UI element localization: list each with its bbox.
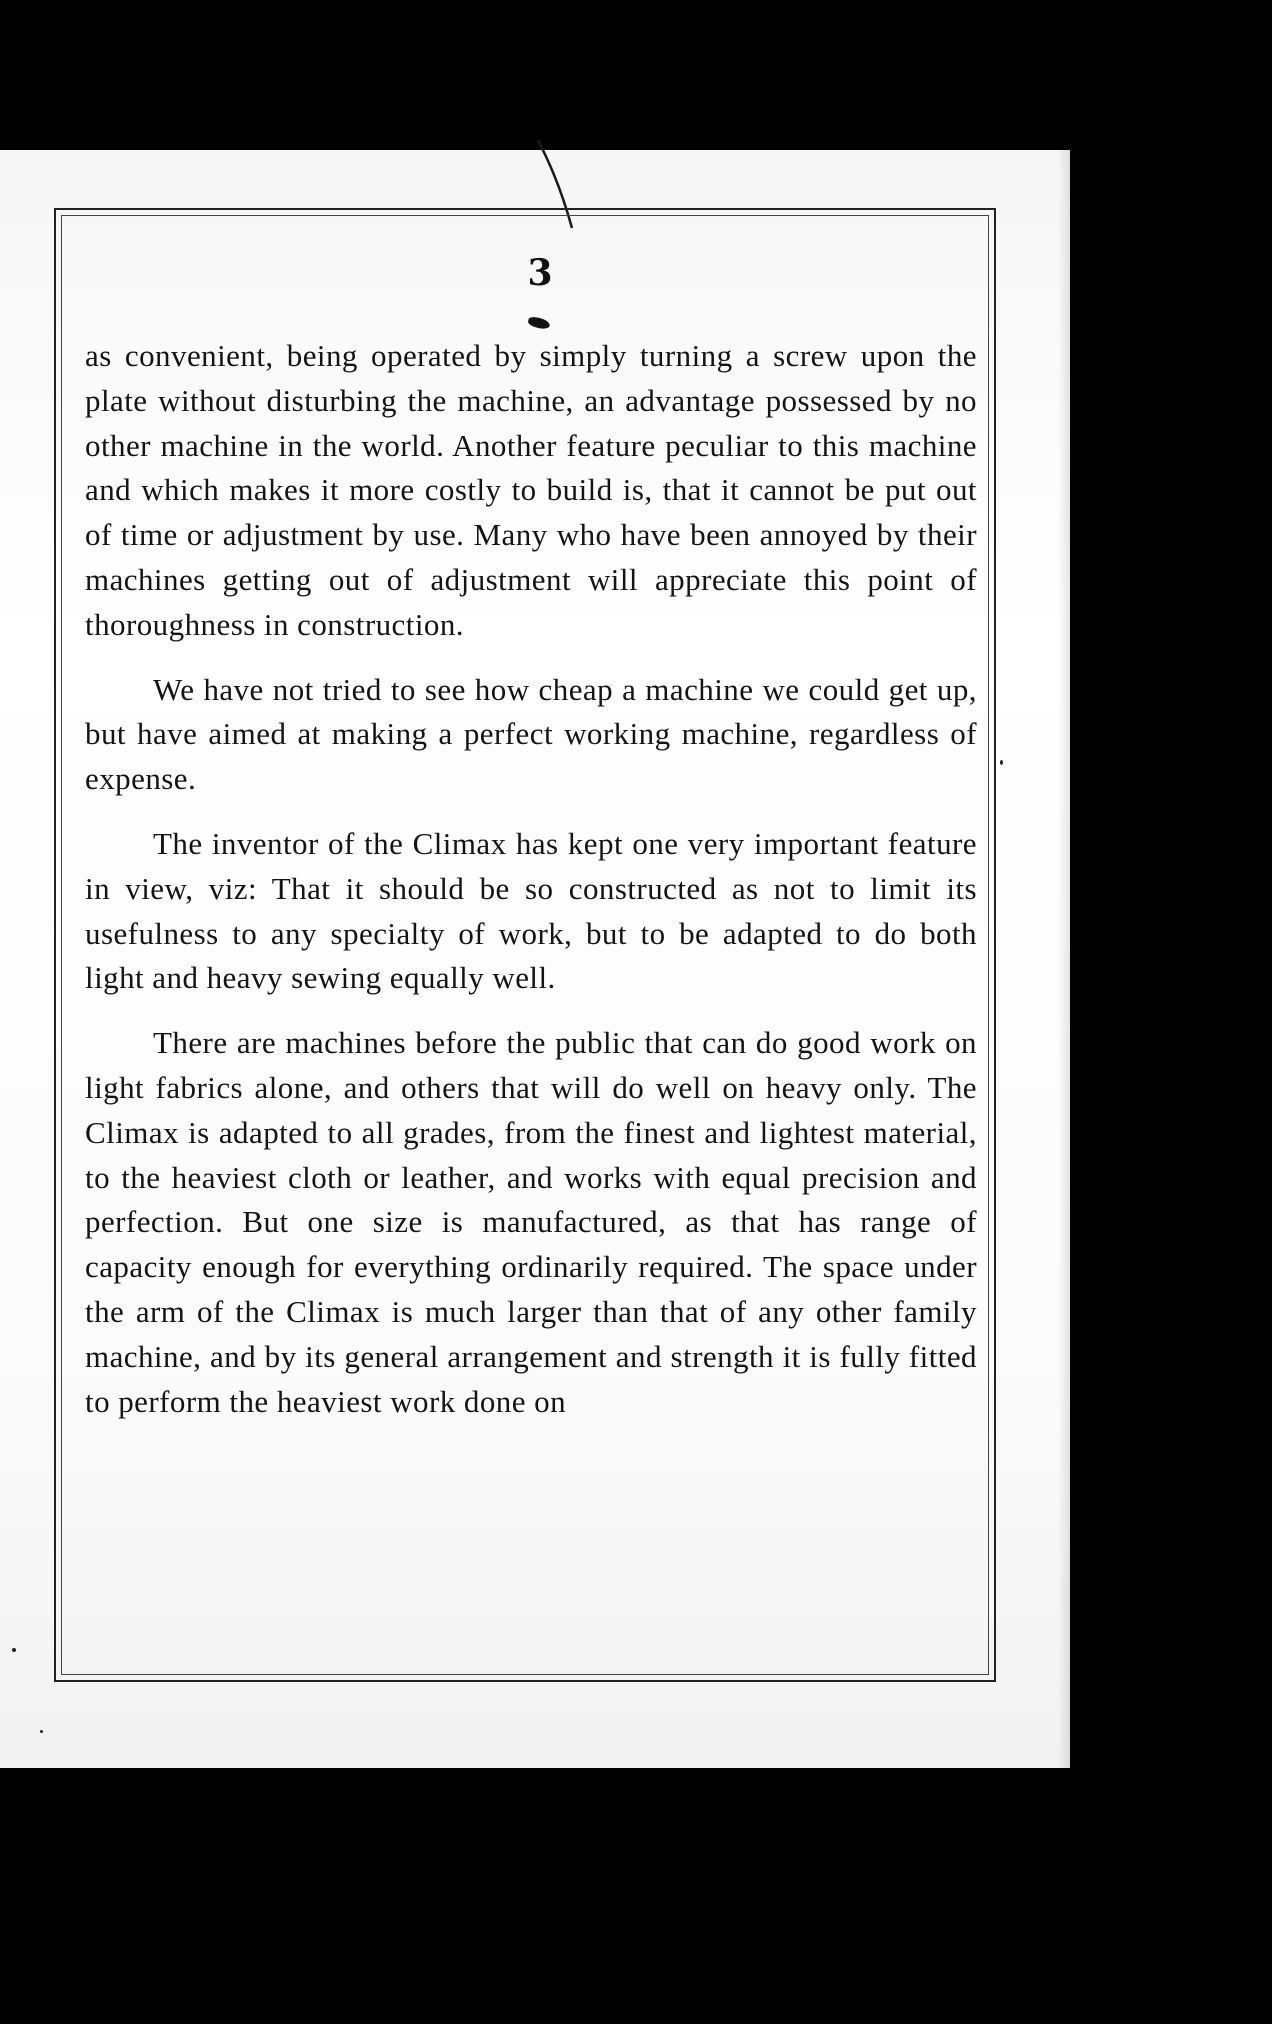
dust-speck xyxy=(1000,760,1003,765)
paper-edge-shadow xyxy=(1058,150,1070,1768)
paragraph-3: The inventor of the Climax has kept one very important feature in view, viz: That it should be so constructed as not to limit its usefulness to any specialty of work, but to be adapted to do both light and heavy sewing equally well. xyxy=(85,825,977,996)
body-text xyxy=(85,334,977,1424)
paragraph-1: as convenient, being operated by simply turning a screw upon the plate without disturbing the machine, an advantage possessed by no other machine in the world. Another feature peculiar to this machine and which makes it more costly to build is, that it cannot be put out of time or adjustment by use. Many who have been annoyed by their machines getting out of adjustment will appreciate this point of thoroughness in construction. xyxy=(85,338,977,642)
paragraph-2: We have not tried to see how cheap a machine we could get up, but have aimed at making a perfect working machine, regardless of expense. xyxy=(85,671,977,797)
page-number: 3 xyxy=(527,252,553,294)
dust-speck xyxy=(40,1730,43,1733)
paragraph-4: There are machines before the public that can do good work on light fabrics alone, and others that will do well on heavy only. The Climax is adapted to all grades, from the finest and lightest material, to the heaviest cloth or leather, and works with equal precision and perfection. But one size is manufactured, as that has range of capacity enough for everything ordinarily required. The space under the arm of the Climax is much larger than that of any other family machine, and by its general arrangement and strength it is fully fitted to perform the heaviest work done on xyxy=(85,1025,977,1419)
dust-speck xyxy=(12,1648,16,1652)
